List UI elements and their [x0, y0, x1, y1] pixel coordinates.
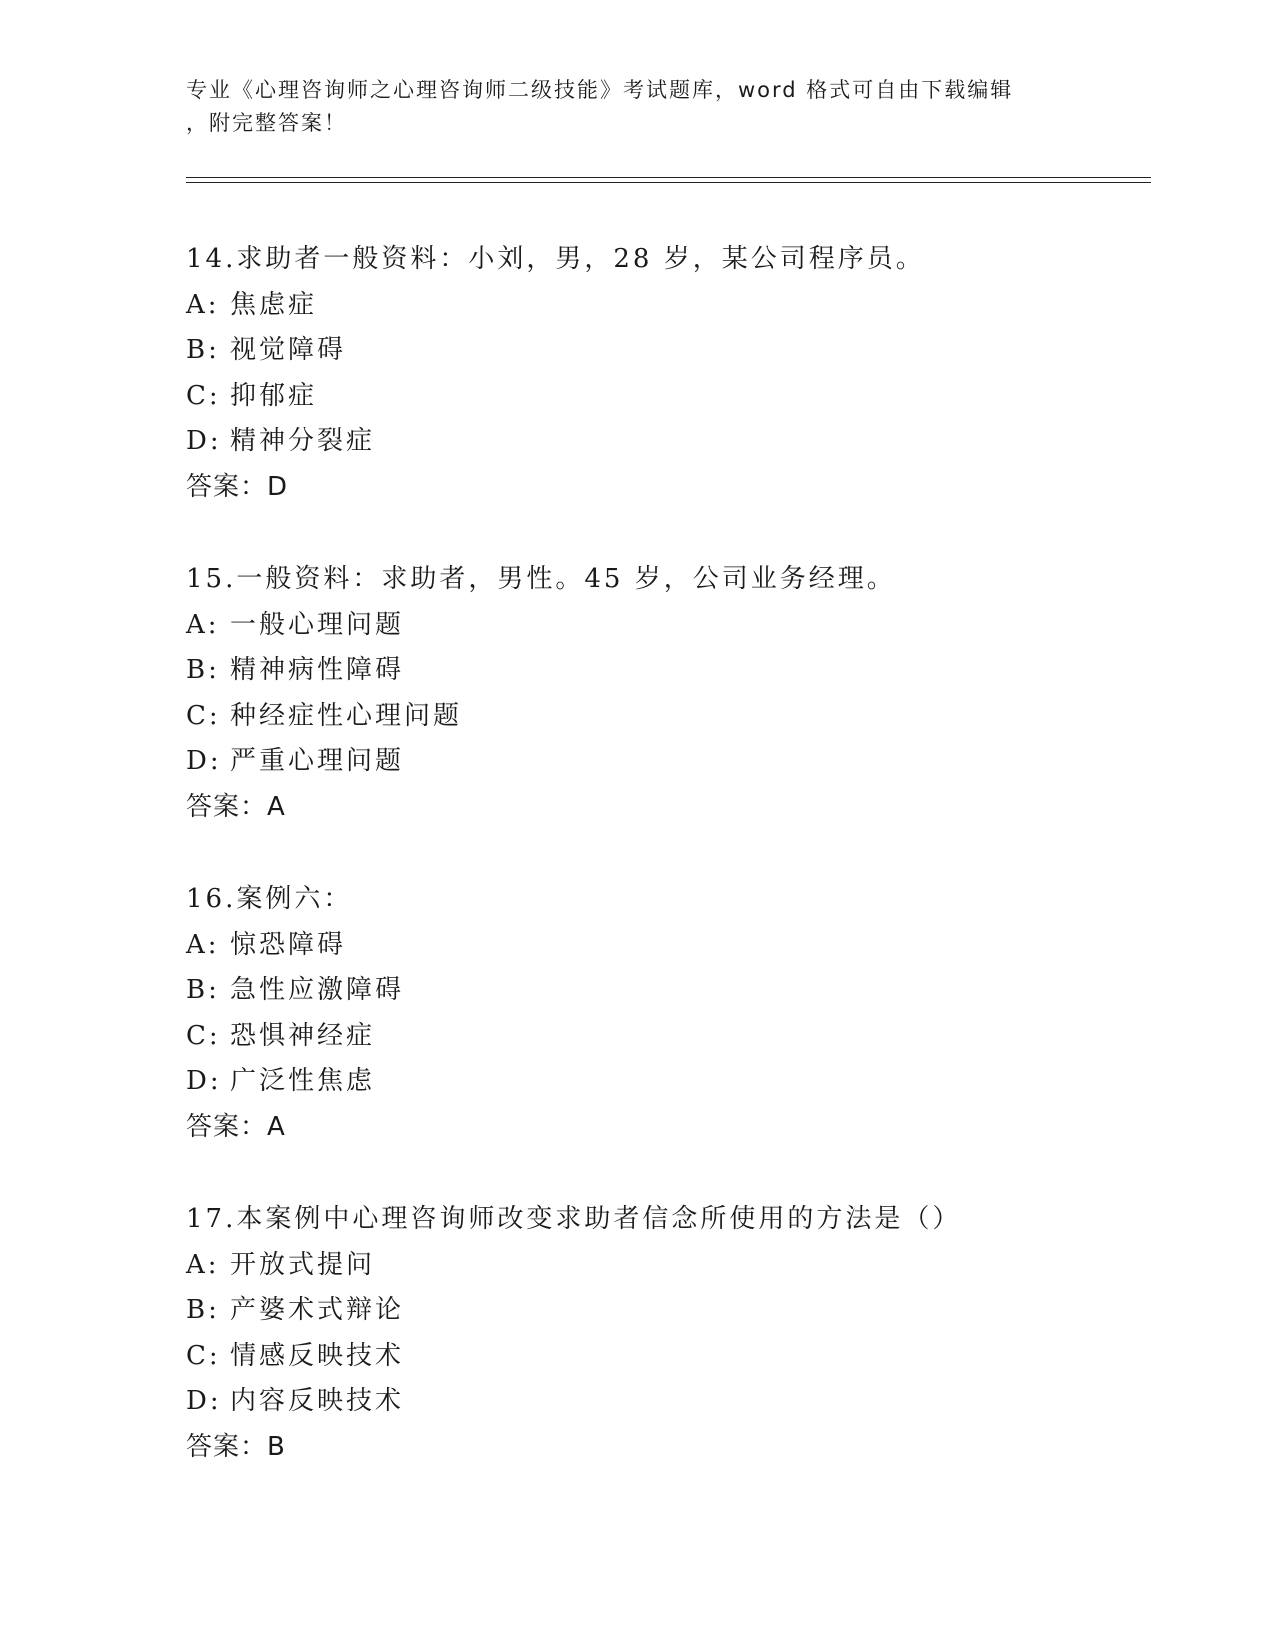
- question-stem: 17.本案例中心理咨询师改变求助者信念所使用的方法是（）: [186, 1204, 962, 1234]
- option-text: 精神病性障碍: [230, 655, 405, 685]
- document-header: [186, 74, 1066, 140]
- header-divider-bottom: [186, 182, 1151, 183]
- option-letter: D:: [186, 1386, 222, 1416]
- option-a: [186, 603, 1186, 649]
- option-letter: C:: [186, 700, 221, 731]
- option-text: 精神分裂症: [230, 426, 376, 456]
- option-letter: C:: [186, 1020, 221, 1051]
- option-a: [186, 283, 1186, 329]
- option-d: [186, 1059, 1186, 1105]
- option-letter: B:: [186, 1295, 220, 1325]
- option-d: [186, 419, 1186, 465]
- option-text: 产婆术式辩论: [230, 1295, 405, 1325]
- option-letter: B:: [186, 655, 220, 685]
- option-d: [186, 1379, 1186, 1425]
- header-line-2: ，附完整答案！: [186, 111, 347, 135]
- option-letter: A:: [186, 289, 220, 320]
- header-divider-top: [186, 177, 1151, 178]
- option-text: 情感反映技术: [230, 1340, 405, 1371]
- answer-label: 答案：D: [186, 471, 289, 502]
- option-b: [186, 968, 1186, 1014]
- option-text: 一般心理问题: [230, 609, 405, 640]
- option-letter: B:: [186, 975, 220, 1005]
- option-letter: D:: [186, 1066, 222, 1096]
- option-letter: A:: [186, 1249, 220, 1280]
- option-letter: C:: [186, 1340, 221, 1371]
- option-letter: B:: [186, 335, 220, 365]
- option-text: 惊恐障碍: [230, 929, 347, 960]
- option-a: [186, 1243, 1186, 1289]
- header-line-1: 专业《心理咨询师之心理咨询师二级技能》考试题库，word 格式可自由下载编辑: [186, 78, 1014, 102]
- question-17: [186, 1197, 1186, 1470]
- option-c: [186, 694, 1186, 740]
- option-d: [186, 739, 1186, 785]
- answer-label: 答案：B: [186, 1431, 286, 1462]
- answer-label: 答案：A: [186, 791, 286, 822]
- option-text: 焦虑症: [230, 289, 318, 320]
- option-text: 广泛性焦虑: [230, 1066, 376, 1096]
- option-text: 种经症性心理问题: [230, 700, 463, 731]
- question-16: [186, 877, 1186, 1150]
- option-a: [186, 923, 1186, 969]
- question-14: [186, 237, 1186, 510]
- option-letter: A:: [186, 929, 220, 960]
- option-text: 恐惧神经症: [230, 1020, 376, 1051]
- question-stem: 16.案例六：: [186, 884, 353, 914]
- option-letter: C:: [186, 380, 221, 411]
- option-c: [186, 374, 1186, 420]
- option-text: 抑郁症: [230, 380, 318, 411]
- question-15: [186, 557, 1186, 830]
- option-b: [186, 328, 1186, 374]
- question-stem: 15.一般资料：求助者，男性。45 岁，公司业务经理。: [186, 564, 896, 594]
- option-text: 视觉障碍: [230, 335, 347, 365]
- option-text: 开放式提问: [230, 1249, 376, 1280]
- option-b: [186, 648, 1186, 694]
- question-stem: 14.求助者一般资料：小刘，男，28 岁，某公司程序员。: [186, 244, 925, 274]
- option-b: [186, 1288, 1186, 1334]
- option-c: [186, 1014, 1186, 1060]
- answer-label: 答案：A: [186, 1111, 286, 1142]
- option-c: [186, 1334, 1186, 1380]
- option-letter: D:: [186, 746, 222, 776]
- option-text: 严重心理问题: [230, 746, 405, 776]
- option-text: 内容反映技术: [230, 1386, 405, 1416]
- option-letter: A:: [186, 609, 220, 640]
- option-text: 急性应激障碍: [230, 975, 405, 1005]
- option-letter: D:: [186, 426, 222, 456]
